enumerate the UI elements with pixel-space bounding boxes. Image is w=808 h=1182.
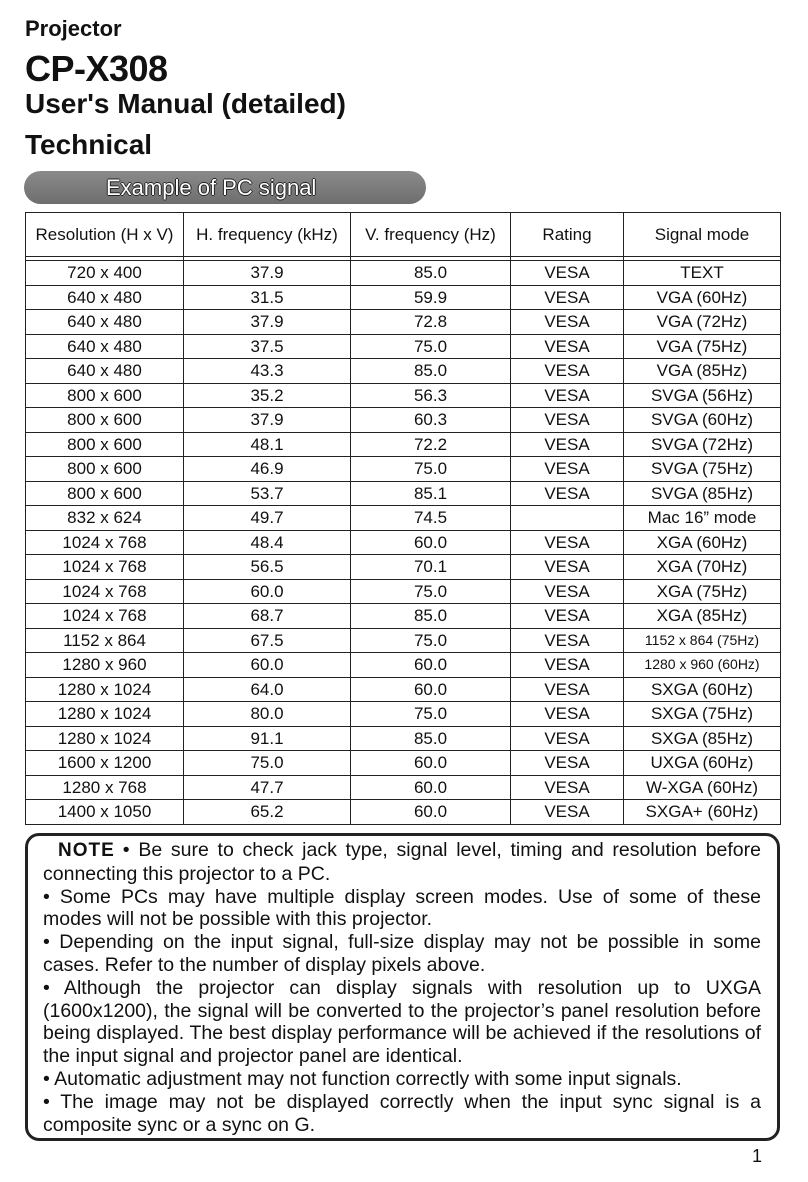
cell-h-frequency: 48.4	[184, 530, 351, 555]
cell-rating: VESA	[511, 653, 624, 678]
cell-v-frequency: 60.0	[351, 530, 511, 555]
cell-v-frequency: 60.0	[351, 800, 511, 825]
table-row	[26, 677, 781, 702]
table-row	[26, 481, 781, 506]
cell-h-frequency: 35.2	[184, 383, 351, 408]
cell-h-frequency: 47.7	[184, 775, 351, 800]
cell-rating: VESA	[511, 359, 624, 384]
cell-v-frequency: 74.5	[351, 506, 511, 531]
cell-v-frequency: 75.0	[351, 457, 511, 482]
cell-rating: VESA	[511, 800, 624, 825]
header-v-frequency: V. frequency (Hz)	[351, 213, 511, 257]
cell-v-frequency: 60.3	[351, 408, 511, 433]
header-signal-mode: Signal mode	[624, 213, 781, 257]
cell-signal-mode: TEXT	[624, 261, 781, 286]
cell-resolution: 800 x 600	[26, 481, 184, 506]
cell-resolution: 1280 x 1024	[26, 726, 184, 751]
table-row	[26, 432, 781, 457]
cell-rating: VESA	[511, 383, 624, 408]
cell-resolution: 1600 x 1200	[26, 751, 184, 776]
table-row	[26, 334, 781, 359]
cell-signal-mode: SXGA (75Hz)	[624, 702, 781, 727]
cell-v-frequency: 72.2	[351, 432, 511, 457]
cell-signal-mode: 1152 x 864 (75Hz)	[624, 628, 781, 653]
cell-signal-mode: SVGA (56Hz)	[624, 383, 781, 408]
cell-v-frequency: 85.0	[351, 726, 511, 751]
note-paragraph: • Depending on the input signal, full-size display may not be possible in some cases. Refer to the number of display pixels above.	[43, 931, 761, 976]
page-number: 1	[752, 1146, 763, 1166]
header-rating: Rating	[511, 213, 624, 257]
cell-resolution: 1024 x 768	[26, 579, 184, 604]
note-paragraph	[43, 839, 761, 886]
header-resolution: Resolution (H x V)	[26, 213, 184, 257]
cell-h-frequency: 43.3	[184, 359, 351, 384]
cell-rating: VESA	[511, 628, 624, 653]
cell-rating: VESA	[511, 775, 624, 800]
cell-resolution: 1280 x 960	[26, 653, 184, 678]
section-pill: Example of PC signal	[24, 171, 426, 204]
cell-rating: VESA	[511, 310, 624, 335]
note-box	[25, 833, 780, 1141]
table-row	[26, 628, 781, 653]
cell-resolution: 640 x 480	[26, 310, 184, 335]
cell-signal-mode: SVGA (60Hz)	[624, 408, 781, 433]
cell-rating: VESA	[511, 481, 624, 506]
cell-signal-mode: UXGA (60Hz)	[624, 751, 781, 776]
cell-signal-mode: SVGA (72Hz)	[624, 432, 781, 457]
cell-v-frequency: 72.8	[351, 310, 511, 335]
cell-v-frequency: 75.0	[351, 628, 511, 653]
cell-resolution: 640 x 480	[26, 359, 184, 384]
cell-v-frequency: 60.0	[351, 677, 511, 702]
cell-v-frequency: 56.3	[351, 383, 511, 408]
note-paragraph: • Some PCs may have multiple display screen modes. Use of some of these modes will not be possible with this projector.	[43, 885, 761, 931]
cell-v-frequency: 85.0	[351, 359, 511, 384]
note-paragraph: • The image may not be displayed correctly when the input sync signal is a composite sync or a sync on G.	[43, 1090, 761, 1136]
section-title: Technical	[25, 129, 153, 160]
table-row	[26, 359, 781, 384]
table-header-row	[26, 213, 781, 257]
cell-rating: VESA	[511, 579, 624, 604]
cell-signal-mode: W-XGA (60Hz)	[624, 775, 781, 800]
cell-h-frequency: 91.1	[184, 726, 351, 751]
cell-resolution: 1024 x 768	[26, 555, 184, 580]
cell-resolution: 1280 x 768	[26, 775, 184, 800]
cell-signal-mode: SXGA (60Hz)	[624, 677, 781, 702]
cell-h-frequency: 37.5	[184, 334, 351, 359]
cell-rating: VESA	[511, 726, 624, 751]
cell-rating: VESA	[511, 334, 624, 359]
cell-resolution: 1400 x 1050	[26, 800, 184, 825]
manual-title: User's Manual (detailed)	[25, 88, 346, 119]
cell-signal-mode: SXGA+ (60Hz)	[624, 800, 781, 825]
table-row	[26, 383, 781, 408]
cell-rating: VESA	[511, 677, 624, 702]
cell-resolution: 832 x 624	[26, 506, 184, 531]
cell-h-frequency: 37.9	[184, 261, 351, 286]
note-paragraph: • Although the projector can display signals with resolution up to UXGA (1600x1200), the signal will be converted to the projector’s panel resolution before being displayed. The best display performance will be achieved if the resolutions of the input signal and projector panel are identical.	[43, 976, 761, 1068]
cell-signal-mode: Mac 16” mode	[624, 506, 781, 531]
cell-v-frequency: 75.0	[351, 579, 511, 604]
cell-rating: VESA	[511, 555, 624, 580]
note-label: NOTE	[58, 840, 115, 861]
cell-h-frequency: 75.0	[184, 751, 351, 776]
cell-h-frequency: 49.7	[184, 506, 351, 531]
table-row	[26, 775, 781, 800]
cell-rating	[511, 506, 624, 531]
table-row	[26, 653, 781, 678]
cell-h-frequency: 37.9	[184, 408, 351, 433]
table-row	[26, 579, 781, 604]
table-row	[26, 604, 781, 629]
cell-v-frequency: 85.1	[351, 481, 511, 506]
cell-rating: VESA	[511, 408, 624, 433]
cell-signal-mode: VGA (75Hz)	[624, 334, 781, 359]
cell-rating: VESA	[511, 285, 624, 310]
table-row	[26, 726, 781, 751]
cell-rating: VESA	[511, 432, 624, 457]
cell-resolution: 800 x 600	[26, 432, 184, 457]
table-row	[26, 310, 781, 335]
cell-v-frequency: 60.0	[351, 653, 511, 678]
cell-resolution: 800 x 600	[26, 383, 184, 408]
cell-rating: VESA	[511, 751, 624, 776]
cell-h-frequency: 60.0	[184, 653, 351, 678]
pc-signal-table	[25, 212, 781, 825]
cell-resolution: 1152 x 864	[26, 628, 184, 653]
note-paragraph: • Automatic adjustment may not function correctly with some input signals.	[43, 1067, 682, 1090]
cell-h-frequency: 53.7	[184, 481, 351, 506]
cell-signal-mode: XGA (60Hz)	[624, 530, 781, 555]
note-text: • Be sure to check jack type, signal level, timing and resolution before connecting this projector to a PC.	[43, 839, 761, 885]
cell-h-frequency: 64.0	[184, 677, 351, 702]
cell-resolution: 800 x 600	[26, 457, 184, 482]
cell-rating: VESA	[511, 702, 624, 727]
cell-signal-mode: 1280 x 960 (60Hz)	[624, 653, 781, 678]
table-row	[26, 261, 781, 286]
cell-h-frequency: 68.7	[184, 604, 351, 629]
cell-signal-mode: VGA (85Hz)	[624, 359, 781, 384]
cell-resolution: 800 x 600	[26, 408, 184, 433]
cell-signal-mode: XGA (70Hz)	[624, 555, 781, 580]
table-row	[26, 506, 781, 531]
cell-v-frequency: 85.0	[351, 261, 511, 286]
product-label: Projector	[25, 16, 122, 41]
cell-v-frequency: 75.0	[351, 334, 511, 359]
cell-h-frequency: 46.9	[184, 457, 351, 482]
cell-signal-mode: SVGA (85Hz)	[624, 481, 781, 506]
table-row	[26, 285, 781, 310]
table-row	[26, 702, 781, 727]
cell-rating: VESA	[511, 457, 624, 482]
table-row	[26, 751, 781, 776]
cell-resolution: 1024 x 768	[26, 530, 184, 555]
cell-rating: VESA	[511, 604, 624, 629]
model-title: CP-X308	[25, 48, 168, 89]
cell-resolution: 1024 x 768	[26, 604, 184, 629]
cell-resolution: 640 x 480	[26, 334, 184, 359]
cell-v-frequency: 85.0	[351, 604, 511, 629]
table-body	[26, 257, 781, 825]
cell-signal-mode: XGA (85Hz)	[624, 604, 781, 629]
cell-v-frequency: 60.0	[351, 775, 511, 800]
cell-h-frequency: 56.5	[184, 555, 351, 580]
cell-h-frequency: 37.9	[184, 310, 351, 335]
table-row	[26, 457, 781, 482]
cell-signal-mode: VGA (60Hz)	[624, 285, 781, 310]
header-h-frequency: H. frequency (kHz)	[184, 213, 351, 257]
cell-h-frequency: 31.5	[184, 285, 351, 310]
table-row	[26, 555, 781, 580]
cell-signal-mode: SVGA (75Hz)	[624, 457, 781, 482]
cell-resolution: 720 x 400	[26, 261, 184, 286]
cell-rating: VESA	[511, 530, 624, 555]
cell-v-frequency: 59.9	[351, 285, 511, 310]
cell-signal-mode: SXGA (85Hz)	[624, 726, 781, 751]
cell-signal-mode: VGA (72Hz)	[624, 310, 781, 335]
cell-h-frequency: 60.0	[184, 579, 351, 604]
cell-signal-mode: XGA (75Hz)	[624, 579, 781, 604]
cell-rating: VESA	[511, 261, 624, 286]
cell-h-frequency: 65.2	[184, 800, 351, 825]
cell-v-frequency: 70.1	[351, 555, 511, 580]
table-row	[26, 530, 781, 555]
cell-resolution: 1280 x 1024	[26, 702, 184, 727]
cell-h-frequency: 80.0	[184, 702, 351, 727]
table-row	[26, 800, 781, 825]
cell-resolution: 1280 x 1024	[26, 677, 184, 702]
cell-h-frequency: 48.1	[184, 432, 351, 457]
cell-v-frequency: 75.0	[351, 702, 511, 727]
cell-h-frequency: 67.5	[184, 628, 351, 653]
cell-resolution: 640 x 480	[26, 285, 184, 310]
table-row	[26, 408, 781, 433]
cell-v-frequency: 60.0	[351, 751, 511, 776]
